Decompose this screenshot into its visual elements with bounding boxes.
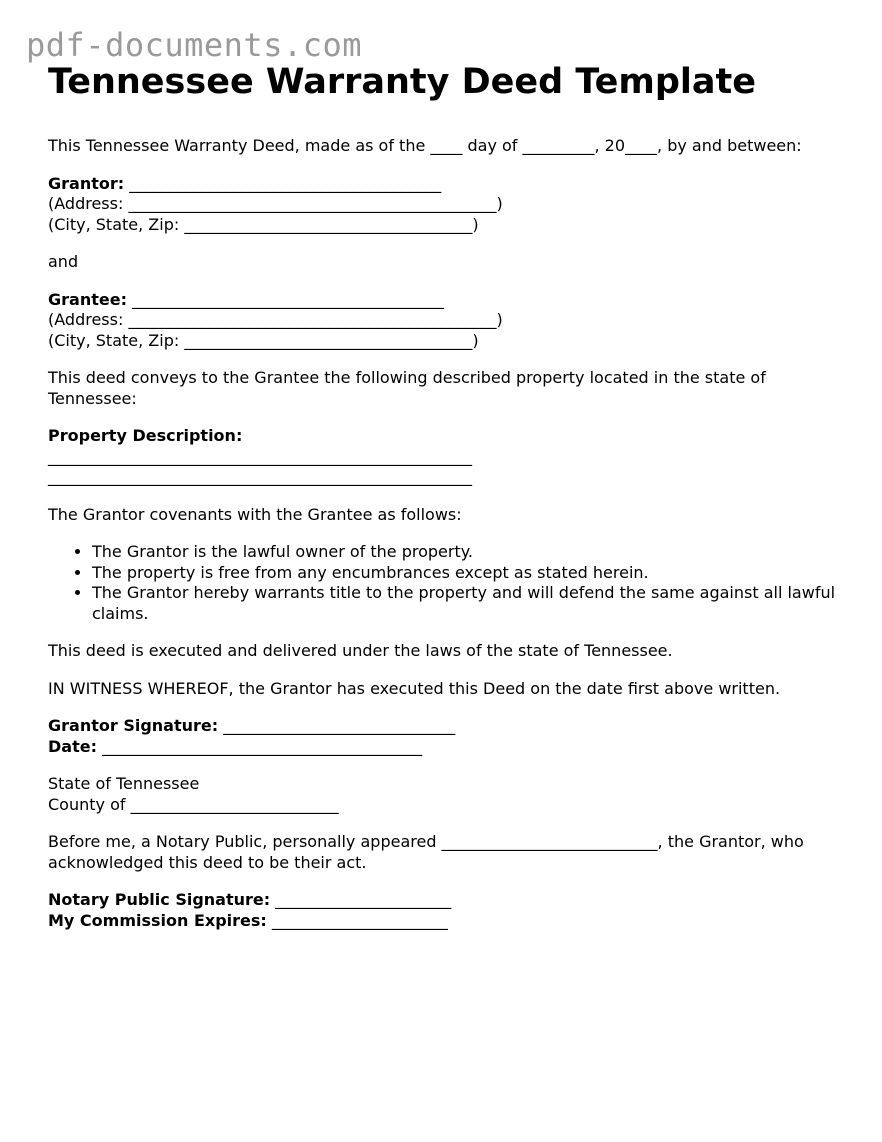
intro-paragraph: This Tennessee Warranty Deed, made as of the ____ day of _________, 20____, by and between: xyxy=(48,136,802,155)
grantor-city-line: (City, State, Zip: ____________________________________) xyxy=(48,214,479,234)
grantee-block xyxy=(48,290,838,352)
grantor-signature-block xyxy=(48,716,838,757)
conveys-paragraph: This deed conveys to the Grantee the following described property located in the state of Tennessee: xyxy=(48,368,766,408)
date-blank: ________________________________________ xyxy=(96,736,423,756)
property-line-1: _____________________________________________________ xyxy=(48,446,472,466)
property-line-2: _____________________________________________________ xyxy=(48,467,472,486)
venue-block xyxy=(48,774,838,815)
grantor-name-blank: _______________________________________ xyxy=(124,173,442,193)
grantor-signature-blank: _____________________________ xyxy=(218,716,456,735)
document-body xyxy=(48,58,838,931)
page-title: Tennessee Warranty Deed Template xyxy=(48,62,756,102)
date-line xyxy=(48,737,838,758)
commission-expires-line xyxy=(48,911,838,932)
grantor-signature-label: Grantor Signature: xyxy=(48,716,219,735)
notary-signature-label: Notary Public Signature: xyxy=(48,890,271,909)
watermark: pdf-documents.com xyxy=(26,26,363,64)
notary-signature-blank: ______________________ xyxy=(270,890,452,909)
state-line: State of Tennessee xyxy=(48,774,200,793)
county-line: County of __________________________ xyxy=(48,794,339,814)
date-label: Date: xyxy=(48,736,97,756)
grantor-signature-line xyxy=(48,716,838,737)
property-block xyxy=(48,426,838,488)
list-item: • The property is free from any encumbrances except as stated herein. xyxy=(92,563,838,584)
and-text: and xyxy=(48,252,79,271)
notary-signature-block xyxy=(48,890,838,931)
covenants-list xyxy=(48,542,838,624)
notary-paragraph: Before me, a Notary Public, personally appeared ___________________________, the Grantor, who acknowledged this deed to be their act. xyxy=(48,832,804,872)
grantor-block xyxy=(48,174,838,236)
commission-expires-blank: ______________________ xyxy=(266,910,448,930)
covenants-intro: The Grantor covenants with the Grantee as follows: xyxy=(48,504,462,524)
grantee-label: Grantee: xyxy=(48,289,127,309)
grantee-address-line: (Address: ______________________________________________) xyxy=(48,310,503,329)
grantor-label: Grantor: xyxy=(48,173,125,193)
list-item: • The Grantor is the lawful owner of the property. xyxy=(92,542,838,563)
list-item: • The Grantor hereby warrants title to the property and will defend the same against all lawful claims. xyxy=(92,583,838,624)
grantee-name-line xyxy=(48,290,838,311)
notary-signature-line xyxy=(48,890,838,911)
witness-paragraph: IN WITNESS WHEREOF, the Grantor has executed this Deed on the date first above written. xyxy=(48,678,781,698)
property-label: Property Description: xyxy=(48,426,243,445)
executed-paragraph: This deed is executed and delivered under the laws of the state of Tennessee. xyxy=(48,641,673,660)
grantee-name-blank: _______________________________________ xyxy=(126,289,445,309)
commission-expires-label: My Commission Expires: xyxy=(48,910,267,930)
grantee-city-line: (City, State, Zip: ____________________________________) xyxy=(48,330,479,350)
grantor-address-line: (Address: ______________________________________________) xyxy=(48,194,503,213)
grantor-name-line xyxy=(48,174,838,195)
